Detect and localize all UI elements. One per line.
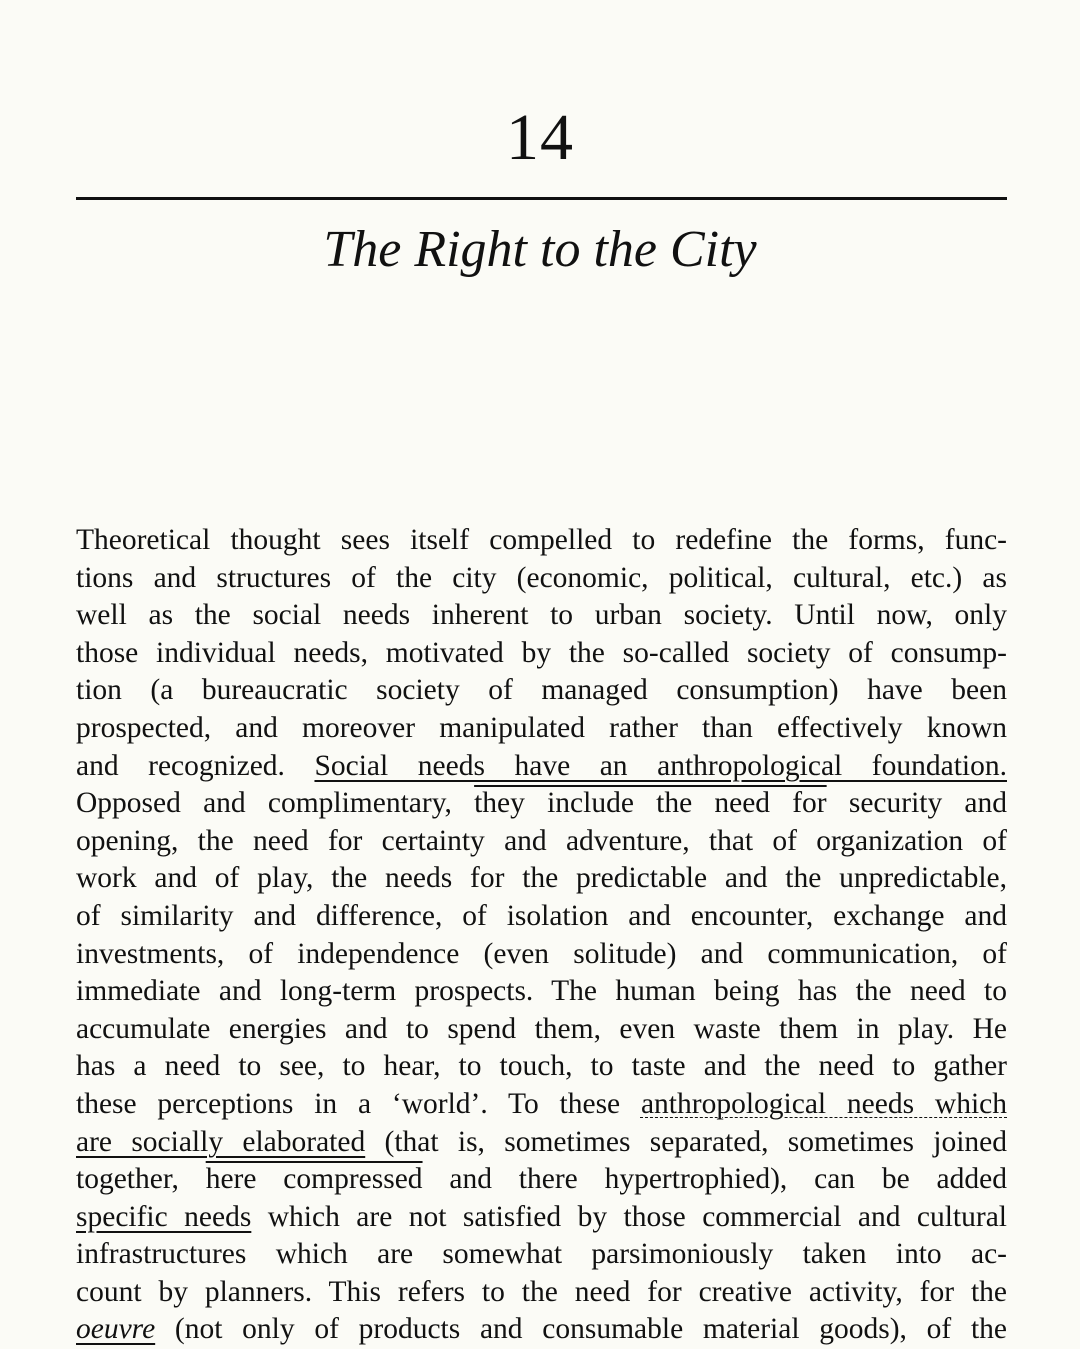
text-line: count by planners. This refers to the need for creative activity, for the [76, 1275, 1007, 1308]
text-line [76, 1311, 1007, 1349]
underlined-phrase: Social needs have an anthropological foundation. [314, 749, 1007, 782]
text-line [76, 1086, 1007, 1124]
text-line: infrastructures which are somewhat parsimoniously taken into ac- [76, 1238, 1007, 1271]
text-line [76, 1161, 1007, 1199]
text-line: tions and structures of the city (economic, political, cultural, etc.) as [76, 561, 1007, 594]
text-line: immediate and long-term prospects. The human being has the need to [76, 975, 1007, 1008]
text-line: tion (a bureaucratic society of managed consumption) have been [76, 674, 1007, 707]
chapter-rule [76, 197, 1007, 200]
text-line: of similarity and difference, of isolation and encounter, exchange and [76, 899, 1007, 932]
overlined-phrase: here compressed [205, 1163, 423, 1196]
text-line: accumulate energies and to spend them, even waste them in play. He [76, 1012, 1007, 1045]
text-line [76, 1124, 1007, 1162]
text-line: prospected, and moreover manipulated rather than effectively known [76, 711, 1007, 744]
underlined-phrase: specific needs [76, 1200, 252, 1233]
text-segment: and recognized. [76, 749, 315, 782]
underlined-phrase: are socially elaborated [76, 1125, 366, 1158]
chapter-title: The Right to the City [323, 221, 757, 278]
chapter-number: 14 [506, 101, 574, 174]
underlined-phrase: oeuvre [76, 1313, 156, 1346]
overlined-phrase: they include the need for [474, 787, 827, 820]
text-line: well as the social needs inherent to urban society. Until now, only [76, 599, 1007, 632]
text-line: Theoretical thought sees itself compelled to redefine the forms, func- [76, 524, 1007, 556]
text-segment: Opposed and complimentary, [76, 787, 475, 820]
text-line [76, 748, 1007, 786]
text-line: has a need to see, to hear, to touch, to taste and the need to gather [76, 1050, 1007, 1083]
text-line [76, 785, 1007, 823]
text-line [76, 1199, 1007, 1237]
text-segment: these perceptions in a ‘world’. To these [76, 1087, 641, 1120]
underlined-phrase: anthropological needs which [640, 1087, 1007, 1120]
text-segment: (that is, sometimes separated, sometimes joined [365, 1125, 1007, 1158]
text-line: those individual needs, motivated by the so-called society of consump- [76, 636, 1007, 669]
text-segment: (not only of products and consumable material goods), of the [155, 1313, 1007, 1346]
text-line: work and of play, the needs for the predictable and the unpredictable, [76, 862, 1007, 895]
text-segment: together, [76, 1163, 206, 1196]
body-paragraph [76, 522, 1007, 1349]
text-line: investments, of independence (even solitude) and communication, of [76, 937, 1007, 970]
text-line: opening, the need for certainty and adventure, that of organization of [76, 824, 1007, 857]
text-segment: which are not satisfied by those commercial and cultural [251, 1200, 1007, 1233]
text-segment: and there hypertrophied), can be added [422, 1163, 1007, 1196]
text-segment: security and [826, 787, 1007, 820]
